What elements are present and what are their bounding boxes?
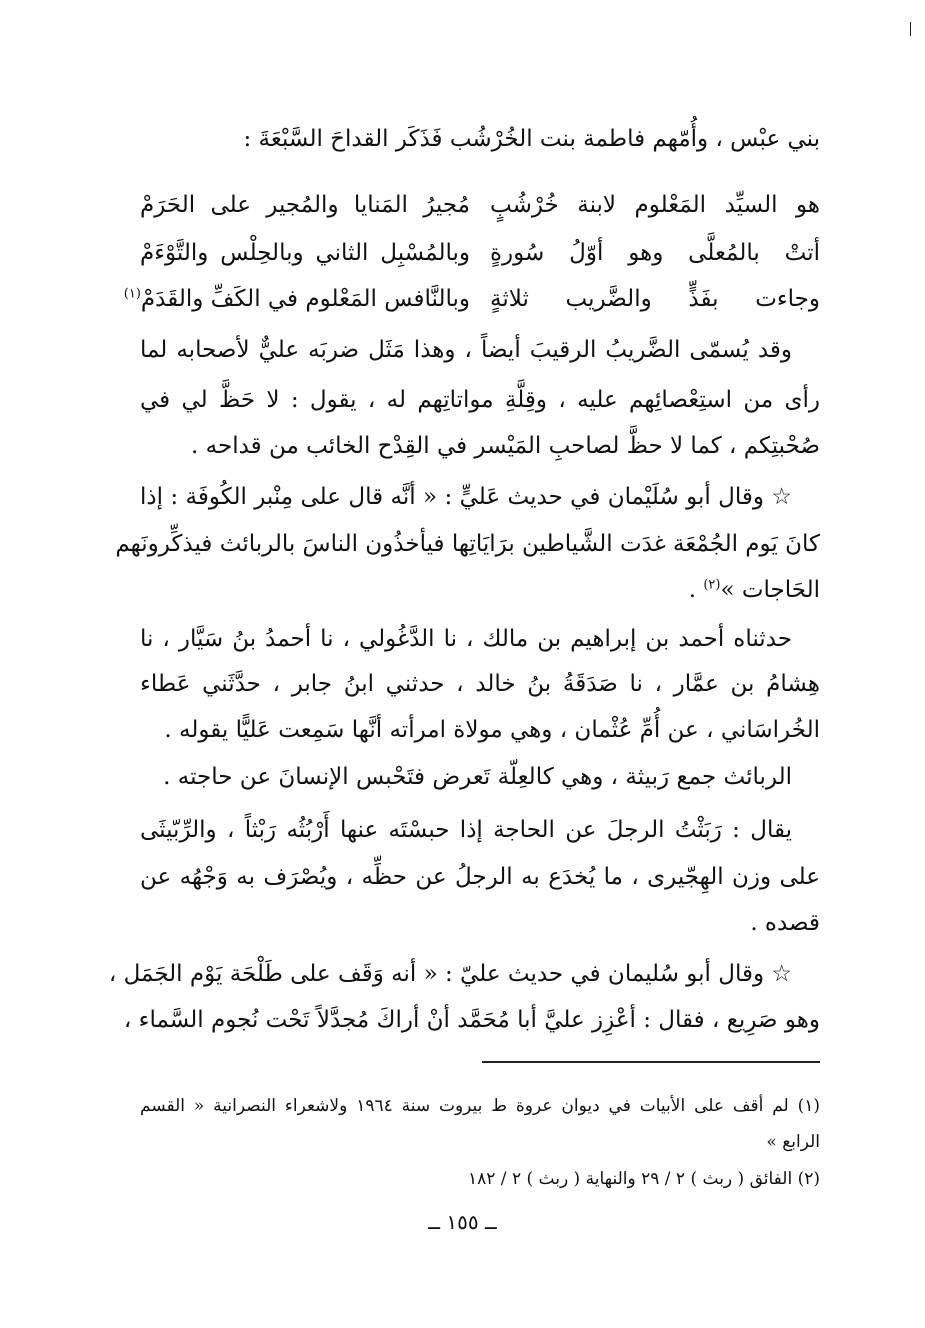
text-line: وقد يُسمّى الضَّريبُ الرقيبَ أيضاً ، وهذا مَثَل ضربَه عليٌّ لأصحابه لما bbox=[140, 337, 792, 363]
footnote-1: (١) لم أقف على الأبيات في ديوان عروة ط بيروت سنة ١٩٦٤ ولاشعراء النصرانية « القسم bbox=[140, 1096, 820, 1116]
text-line: ☆ وقال أبو سُليمان في حديث عليّ : « أنه وَقَف على طَلْحَة يَوْم الجَمَل ، bbox=[108, 961, 792, 987]
poem-verse-3-first-hemistich: وجاءت بفَذٍّ والضَّريب ثلاثةٍ bbox=[490, 286, 820, 312]
text-line: كانَ يَوم الجُمْعَة غدَت الشَّياطين برَايَاتِها فيأخذُون الناسَ بالربائث فيذكِّرونَهم bbox=[115, 531, 820, 557]
text-line: صُحْبتِكم ، كما لا حظَّ لصاحبِ المَيْسر في القِدْح الخائب من قداحه . bbox=[191, 433, 820, 459]
poem-verse-2-first-hemistich: أتتْ بالمُعلَّى وهو أوّلُ سُورةٍ bbox=[490, 240, 820, 266]
text-fragment: . bbox=[688, 577, 704, 603]
text-line: وهو صَرِيع ، فقال : أعْزِز عليَّ أبا مُحَمَّد أنْ أراكَ مُجدَّلاً تَحْت نُجوم السَّماء ، bbox=[123, 1007, 820, 1033]
footnote-2: (٢) الفائق ( ربث ) ٢ / ٢٩ والنهاية ( ربث ) ٢ / ١٨٢ bbox=[467, 1169, 820, 1189]
text-line-intro: بني عبْس ، وأُمّهم فاطمة بنت الخُرْشُب فَذَكَر القداحَ السَّبْعَةَ : bbox=[243, 126, 820, 152]
footnote-ref-2: (٢) bbox=[703, 577, 721, 593]
footnotes bbox=[108, 0, 820, 1200]
text-fragment: الحَاجات » bbox=[720, 577, 820, 603]
text-line: هِشامُ بن عمَّار ، نا صَدَقَةُ بنُ خالد ، حدثني ابنُ جابر ، حدَّثَني عَطاء bbox=[140, 671, 820, 697]
text-line: على وزن الهِجّيرى ، ما يُخدَع به الرجلُ عن حظِّه ، ويُصْرَف به وَجْهُه عن bbox=[140, 864, 820, 890]
text-line: الربائث جمع رَبيثة ، وهي كالعِلّة تَعرض فتَحْبس الإنسانَ عن حاجته . bbox=[163, 764, 792, 790]
poem-verse-2-second-hemistich: وبالمُسْبِل الثاني وبالحِلْس والتَّوْءَمْ bbox=[140, 240, 470, 266]
text-line: يقال : رَبَثْتُ الرجلَ عن الحاجة إذا حبسْتَه عنها أَرْبُثُه رَبْثاً ، والرِّبّيثَى bbox=[140, 817, 792, 843]
poem-verse-1-first-hemistich: هو السيِّد المَعْلوم لابنة خُرْشُبٍ bbox=[490, 192, 820, 218]
text-line: الخُراسَاني ، عن أُمِّ عُثْمان ، وهي مولاة امرأته أنَّها سَمِعت عَليًّا يقوله . bbox=[164, 717, 820, 743]
scan-corner-mark bbox=[910, 22, 911, 36]
poem-verse-1-second-hemistich: مُجيرُ المَنايا والمُجير على الحَرَمْ bbox=[140, 192, 470, 218]
text-line: رأى من استِعْصائِهم عليه ، وقِلَّةِ مواتاتِهم له ، يقول : لا حَظَّ لي في bbox=[140, 387, 820, 413]
footnote-ref-1: (١) bbox=[123, 286, 141, 302]
text-line: قصده . bbox=[750, 910, 820, 936]
text-line: حدثناه أحمد بن إبراهيم بن مالك ، نا الدَّغُولي ، نا أحمدُ بنُ سَيَّار ، نا bbox=[140, 626, 792, 652]
text-line: ☆ وقال أبو سُلَيْمان في حديث عَليٍّ : « أنَّه قال على مِنْبر الكُوفَة : إذا bbox=[140, 484, 792, 510]
poem-verse-3-second-text: وبالنَّافس المَعْلوم في الكَفِّ والقَدَمْ bbox=[140, 286, 470, 312]
footnote-1-continuation: الرابع » bbox=[766, 1132, 820, 1152]
page-number: ــ ١٥٥ ــ bbox=[428, 1210, 497, 1234]
